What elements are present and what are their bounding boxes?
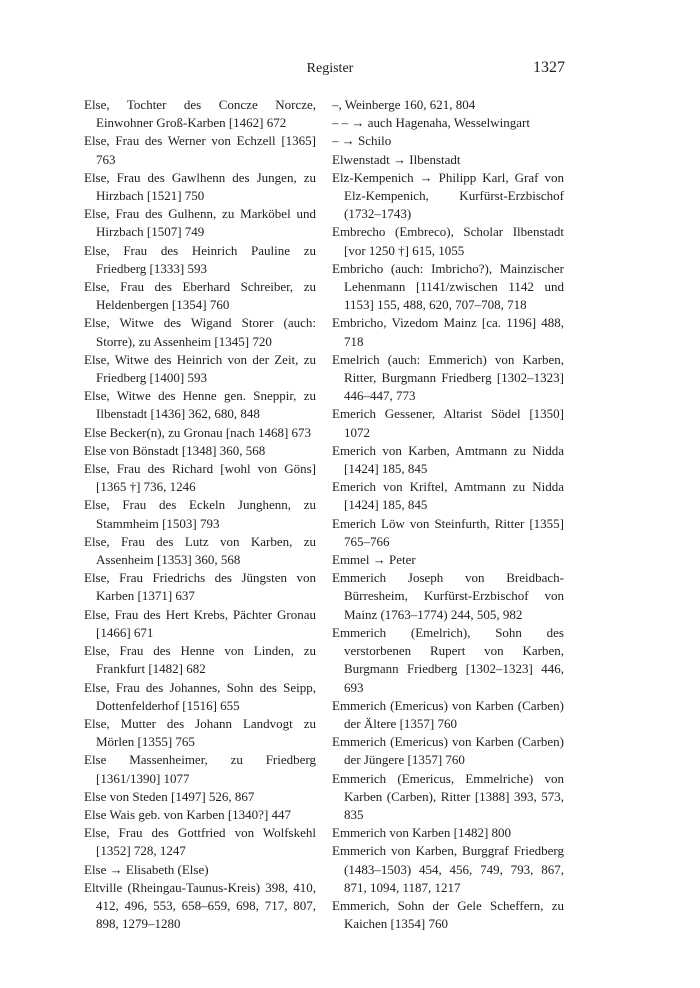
index-entry: Emerich von Kriftel, Amtmann zu Nidda [1424] 185, 845 — [332, 479, 564, 513]
index-entry: Else, Frau Friedrichs des Jüngsten von Karben [1371] 637 — [84, 570, 316, 604]
index-entry: Else, Tochter des Concze Norcze, Einwohner Groß-Karben [1462] 672 — [84, 97, 316, 131]
index-entry: Else, Frau des Lutz von Karben, zu Assenheim [1353] 360, 568 — [84, 533, 316, 568]
index-entry: Else, Frau des Werner von Echzell [1365] 763 — [84, 133, 316, 167]
index-entry: Else von Bönstadt [1348] 360, 568 — [84, 442, 266, 458]
index-entry: – → Schilo — [332, 133, 392, 149]
index-entry: –, Weinberge 160, 621, 804 — [332, 97, 476, 112]
index-entry: Embricho (auch: Imbricho?), Mainzischer Lehenmann [1141/zwischen 1142 und 1153] 155, 488, 620, 707–708, 718 — [332, 260, 564, 313]
index-entry: Emmerich (Emelrich), Sohn des verstorbenen Rupert von Karben, Burgmann Friedberg [1302–1323] 446, 693 — [332, 624, 564, 695]
index-entry: Else, Witwe des Heinrich von der Zeit, zu Friedberg [1400] 593 — [84, 351, 316, 386]
index-entry: Emelrich (auch: Emmerich) von Karben, Ritter, Burgmann Friedberg [1302–1323] 446–447, 773 — [332, 351, 564, 404]
index-entry: Else, Frau des Gulhenn, zu Marköbel und Hirzbach [1507] 749 — [84, 206, 316, 240]
index-entry: Else, Frau des Johannes, Sohn des Seipp, Dottenfelderhof [1516] 655 — [84, 679, 316, 713]
index-entry: Else, Frau des Gawlhenn des Jungen, zu Hirzbach [1521] 750 — [84, 169, 316, 204]
index-entry: Emmerich Joseph von Breidbach-Bürresheim, Kurfürst-Erzbischof von Mainz (1763–1774) 244, 505, 982 — [332, 570, 564, 622]
index-entry: Else von Steden [1497] 526, 867 — [84, 788, 255, 804]
index-entry: – – → auch Hagenaha, Wesselwingart — [332, 115, 530, 131]
index-entry: Else Wais geb. von Karben [1340?] 447 — [84, 806, 292, 822]
index-entry: Elz-Kempenich → Philipp Karl, Graf von Elz-Kempenich, Kurfürst-Erzbischof (1732–1743) — [332, 169, 564, 222]
index-entry: Else, Mutter des Johann Landvogt zu Mörlen [1355] 765 — [84, 715, 316, 750]
index-entry: Else, Frau des Hert Krebs, Pächter Gronau [1466] 671 — [84, 606, 316, 640]
index-entry: Else, Frau des Eberhard Schreiber, zu Heldenbergen [1354] 760 — [84, 279, 316, 313]
index-entry: Else → Elisabeth (Else) — [84, 861, 209, 877]
index-entry: Else, Witwe des Henne gen. Sneppir, zu Ilbenstadt [1436] 362, 680, 848 — [84, 388, 316, 422]
index-column-left — [84, 96, 316, 933]
index-column-right — [332, 96, 564, 933]
index-entry: Emmerich (Emericus) von Karben (Carben) der Jüngere [1357] 760 — [332, 734, 564, 768]
index-entry: Else, Frau des Richard [wohl von Göns] [1365 †] 736, 1246 — [84, 461, 316, 495]
index-entry: Emmerich (Emericus) von Karben (Carben) der Ältere [1357] 760 — [332, 697, 564, 731]
index-entry: Else, Frau des Henne von Linden, zu Frankfurt [1482] 682 — [84, 643, 316, 677]
index-entry: Else Massenheimer, zu Friedberg [1361/1390] 1077 — [84, 752, 316, 786]
index-entry: Eltville (Rheingau-Taunus-Kreis) 398, 410, 412, 496, 553, 658–659, 698, 717, 807, 898, 1279–1280 — [84, 879, 316, 932]
index-entry: Emmerich von Karben, Burggraf Friedberg (1483–1503) 454, 456, 749, 793, 867, 871, 1094, 1187, 1217 — [332, 843, 564, 895]
index-entry: Emerich Löw von Steinfurth, Ritter [1355] 765–766 — [332, 515, 564, 549]
header-title: Register — [306, 61, 354, 76]
index-entry: Emmerich von Karben [1482] 800 — [332, 825, 512, 841]
index-entry: Else, Frau des Gottfried von Wolfskehl [1352] 728, 1247 — [84, 825, 316, 859]
index-entry: Else, Frau des Heinrich Pauline zu Friedberg [1333] 593 — [84, 242, 316, 276]
page-number: 1327 — [533, 59, 565, 76]
index-entry: Emmel → Peter — [332, 552, 416, 568]
index-entry: Emerich Gessener, Altarist Södel [1350] 1072 — [332, 406, 564, 440]
index-entry: Else Becker(n), zu Gronau [nach 1468] 673 — [84, 424, 312, 440]
index-entry: Elwenstadt → Ilbenstadt — [332, 151, 461, 167]
index-entry: Embrecho (Embreco), Scholar Ilbenstadt [vor 1250 †] 615, 1055 — [332, 224, 564, 258]
index-entry: Embricho, Vizedom Mainz [ca. 1196] 488, 718 — [332, 315, 564, 349]
index-entry: Emmerich (Emericus, Emmelriche) von Karben (Carben), Ritter [1388] 393, 573, 835 — [332, 770, 564, 822]
index-entry: Emmerich, Sohn der Gele Scheffern, zu Kaichen [1354] 760 — [332, 897, 564, 932]
index-entry: Else, Witwe des Wigand Storer (auch: Storre), zu Assenheim [1345] 720 — [84, 315, 316, 349]
index-entry: Else, Frau des Eckeln Junghenn, zu Stammheim [1503] 793 — [84, 497, 316, 531]
index-entry: Emerich von Karben, Amtmann zu Nidda [1424] 185, 845 — [332, 442, 564, 477]
